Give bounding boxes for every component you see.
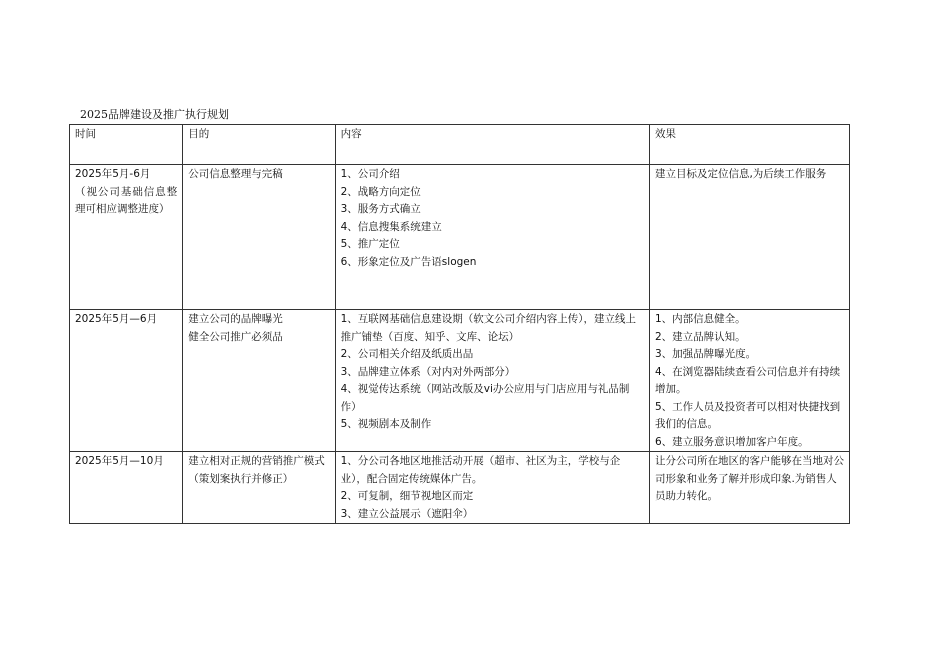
- content-item: 4、视觉传达系统（网站改版及vi办公应用与门店应用与礼品制作）: [340, 383, 630, 413]
- content-cell: [335, 165, 649, 310]
- time-text: 2025年5月-6月: [75, 168, 151, 180]
- effect-item: 6、建立服务意识增加客户年度。: [654, 435, 809, 448]
- content-item: 3、服务方式确立: [340, 203, 421, 215]
- time-note: （视公司基础信息整理可相应调整进度）: [75, 185, 178, 215]
- content-item: 6、形象定位及广告语slogen: [340, 255, 477, 268]
- time-cell: [70, 452, 183, 524]
- document-title: 2025品牌建设及推广执行规划: [80, 108, 229, 121]
- content-item: 3、品牌建立体系（对内对外两部分）: [340, 365, 516, 378]
- effect-item: 3、加强品牌曝光度。: [654, 348, 757, 360]
- goal-text: 健全公司推广必须品: [188, 330, 283, 343]
- table-header-row: [70, 125, 850, 165]
- goal-text: 建立相对正规的营销推广模式: [188, 455, 325, 467]
- content-item: 5、视频剧本及制作: [340, 418, 432, 430]
- table-row: [70, 165, 850, 310]
- effect-item: 2、建立品牌认知。: [654, 330, 746, 343]
- content-item: 4、信息搜集系统建立: [340, 220, 442, 233]
- header-goal: 目的: [183, 125, 335, 165]
- time-cell: [70, 165, 183, 310]
- time-text: 2025年5月—10月: [75, 455, 164, 467]
- header-effect: 效果: [649, 125, 849, 165]
- header-content: 内容: [335, 125, 649, 165]
- content-item: 1、公司介绍: [340, 168, 400, 180]
- content-cell: [335, 452, 649, 524]
- effect-cell: [649, 310, 849, 452]
- effect-cell: [649, 452, 849, 524]
- effect-cell: [649, 165, 849, 310]
- content-item: 2、战略方向定位: [340, 185, 421, 198]
- time-text: 2025年5月—6月: [75, 313, 158, 325]
- content-item: 2、公司相关介绍及纸质出品: [340, 348, 474, 360]
- content-item: 1、分公司各地区地推活动开展（超市、社区为主，学校与企业），配合固定传统媒体广告。: [340, 455, 621, 485]
- effect-item: 4、在浏览器陆续查看公司信息并有持续增加。: [654, 365, 841, 395]
- effect-item: 让分公司所在地区的客户能够在当地对公司形象和业务了解并形成印象.为销售人员助力转化。: [654, 455, 844, 502]
- content-item: 2、可复制，细节视地区而定: [340, 490, 474, 502]
- content-cell: [335, 310, 649, 452]
- content-item: 3、建立公益展示（遮阳伞）: [340, 507, 474, 520]
- plan-table: [69, 124, 850, 524]
- effect-item: 5、工作人员及投资者可以相对快捷找到我们的信息。: [654, 400, 841, 430]
- goal-text: 建立公司的品牌曝光: [188, 313, 283, 325]
- content-item: 5、推广定位: [340, 238, 400, 250]
- table-row: [70, 452, 850, 524]
- effect-item: 建立目标及定位信息,为后续工作服务: [654, 168, 827, 180]
- goal-cell: [183, 452, 335, 524]
- header-time: 时间: [70, 125, 183, 165]
- goal-text: （策划案执行并修正）: [188, 472, 294, 485]
- table-row: [70, 310, 850, 452]
- goal-text: 公司信息整理与完稿: [188, 168, 283, 180]
- goal-cell: [183, 165, 335, 310]
- goal-cell: [183, 310, 335, 452]
- effect-item: 1、内部信息健全。: [654, 313, 746, 325]
- content-item: 1、互联网基础信息建设期（软文公司介绍内容上传），建立线上推广铺垫（百度、知乎、文库、论坛）: [340, 313, 637, 343]
- time-cell: [70, 310, 183, 452]
